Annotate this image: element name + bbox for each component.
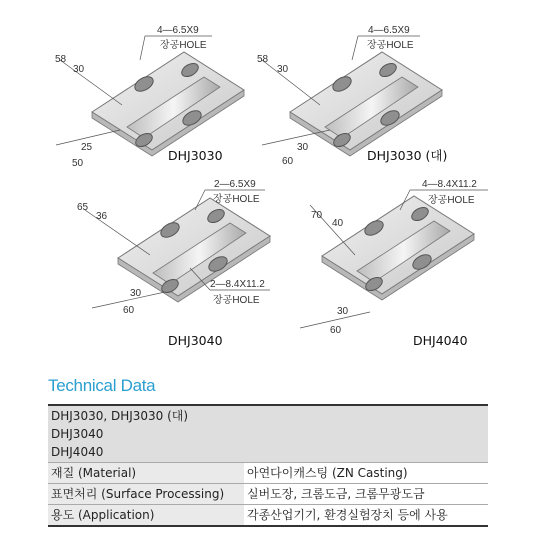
dim-36: 36	[96, 211, 108, 222]
hole2-sublabel: 장공HOLE	[213, 295, 260, 306]
spec-row-material	[48, 463, 488, 484]
figure-dhj4040	[300, 179, 488, 348]
dim-70: 70	[311, 210, 323, 221]
dim-65: 65	[77, 202, 89, 213]
dim-60: 60	[123, 305, 135, 316]
dim-60: 60	[282, 156, 294, 167]
dim-58: 58	[55, 54, 67, 65]
dim-60: 60	[330, 325, 342, 336]
models-line: DHJ4040	[51, 445, 104, 459]
dim-40: 40	[332, 218, 344, 229]
model-label: DHJ3030 (대)	[367, 148, 448, 163]
spec-key: 용도 (Application)	[48, 505, 244, 527]
hole-label: 4—6.5X9	[157, 25, 199, 36]
dim-25: 25	[81, 142, 93, 153]
technical-data-title: Technical Data	[48, 376, 156, 395]
models-line: DHJ3040	[51, 427, 104, 441]
hole-label: 4—8.4X11.2	[422, 179, 477, 190]
figure-dhj3030-large	[257, 25, 447, 167]
spec-key: 표면처리 (Surface Processing)	[48, 484, 244, 505]
spec-row-surface	[48, 484, 488, 505]
hole-sublabel: 장공HOLE	[213, 194, 260, 205]
hole-sublabel: 장공HOLE	[367, 40, 414, 51]
hole-label: 4—6.5X9	[368, 25, 410, 36]
dim-30: 30	[130, 288, 142, 299]
dim-30: 30	[337, 306, 349, 317]
figure-dhj3030	[55, 25, 244, 169]
models-row	[48, 405, 488, 463]
hole-sublabel: 장공HOLE	[160, 40, 207, 51]
dim-50: 50	[72, 158, 84, 169]
spec-key: 재질 (Material)	[48, 463, 244, 484]
spec-value: 각종산업기기, 환경실험장치 등에 사용	[244, 505, 488, 527]
dim-30: 30	[297, 142, 309, 153]
spec-row-application	[48, 505, 488, 527]
spec-value: 아연다이캐스팅 (ZN Casting)	[244, 463, 488, 484]
dim-30: 30	[73, 64, 85, 75]
hole-sublabel: 장공HOLE	[428, 195, 475, 206]
hole-label: 2—6.5X9	[214, 179, 256, 190]
model-label: DHJ3030	[168, 148, 223, 163]
model-label: DHJ3040	[168, 333, 223, 348]
dim-58: 58	[257, 54, 269, 65]
figure-dhj3040	[77, 179, 270, 348]
hole2-label: 2—8.4X11.2	[210, 279, 265, 290]
dim-30: 30	[277, 64, 289, 75]
model-label: DHJ4040	[413, 333, 468, 348]
models-line: DHJ3030, DHJ3030 (대)	[51, 409, 189, 423]
spec-table	[48, 404, 488, 527]
spec-value: 실버도장, 크롬도금, 크롬무광도금	[244, 484, 488, 505]
